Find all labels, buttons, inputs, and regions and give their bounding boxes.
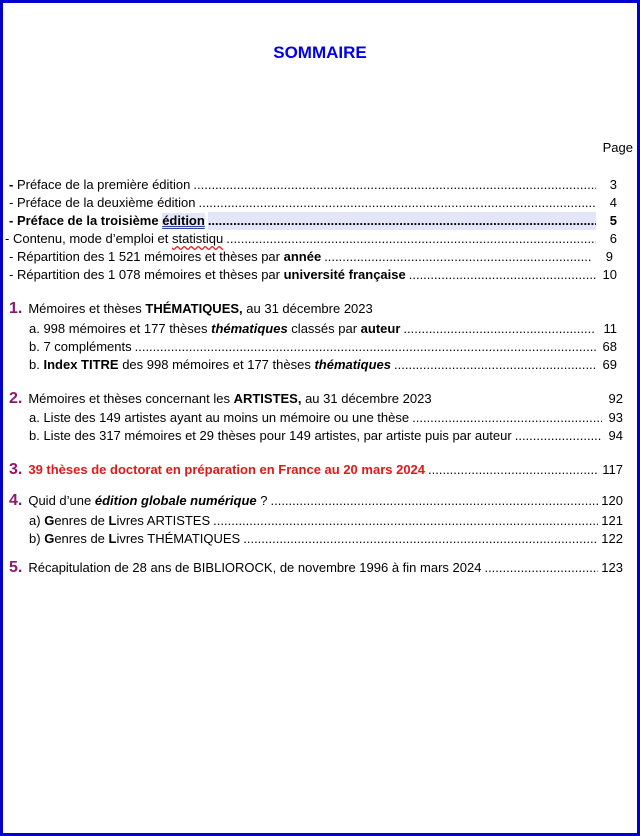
toc-page-number: 121 — [601, 513, 623, 528]
toc-entry-label: b. Index TITRE des 998 mémoires et 177 thèses thématiques — [29, 357, 392, 372]
toc-entry-label: - Préface de la troisième édition — [9, 213, 205, 228]
leader-dots — [198, 194, 596, 212]
section-number: 2. — [9, 390, 23, 407]
toc-page-number: 4 — [609, 195, 617, 210]
toc-entry-label: 3. 39 thèses de doctorat en préparation en France au 20 mars 2024 — [9, 461, 426, 478]
leader-dots — [412, 409, 602, 427]
leader-dots — [243, 530, 598, 548]
toc-entry-label: - Répartition des 1 521 mémoires et thèses par année — [9, 249, 322, 264]
leader-dots — [226, 230, 596, 248]
toc-entry-label: b) Genres de Livres THÉMATIQUES — [29, 531, 241, 546]
toc-page-number: 3 — [609, 177, 617, 192]
toc-row-4a[interactable] — [29, 512, 623, 530]
toc-entry-label: 4. Quid d’une édition globale numérique ? — [9, 492, 268, 509]
toc-entry-label: b. Liste des 317 mémoires et 29 thèses pour 149 artistes, par artiste puis par auteur — [29, 428, 512, 443]
toc-page-number: 117 — [602, 462, 623, 477]
toc-page-number: 10 — [602, 267, 617, 282]
leader-dots — [394, 356, 596, 374]
toc-page-number: 9 — [605, 249, 613, 264]
toc-entry-label: a. 998 mémoires et 177 thèses thématiques classés par auteur — [29, 321, 401, 336]
toc-entry-label: a) Genres de Livres ARTISTES — [29, 513, 211, 528]
toc-entry-label: - Répartition des 1 078 mémoires et thèses par université française — [9, 267, 406, 282]
leader-dots — [515, 427, 602, 445]
toc-row-preface-2[interactable] — [9, 194, 617, 212]
toc-section-3[interactable] — [9, 461, 623, 481]
toc-page-number: 123 — [601, 560, 623, 575]
leader-dots — [270, 492, 598, 510]
leader-dots — [409, 266, 596, 284]
toc-row-2b[interactable] — [29, 427, 623, 445]
toc-page-number: 11 — [603, 321, 617, 336]
leader-dots — [403, 320, 596, 338]
toc-row-preface-3[interactable] — [9, 212, 617, 230]
leader-dots — [208, 212, 596, 230]
toc-entry-label: b. 7 compléments — [29, 339, 132, 354]
page-column-label: Page — [602, 140, 633, 155]
page-title: SOMMAIRE — [273, 43, 367, 62]
toc-row-1b[interactable] — [29, 338, 617, 356]
toc-page-number: 68 — [602, 339, 617, 354]
section-number: 3. — [9, 461, 23, 478]
leader-dots — [324, 248, 592, 266]
toc-entry-label: - Préface de la deuxième édition — [9, 195, 196, 210]
toc-row-1c[interactable] — [29, 356, 617, 374]
toc-page-number: 69 — [602, 357, 617, 372]
toc-entry-label: 2. Mémoires et thèses concernant les ARTISTES, au 31 décembre 2023 — [9, 390, 432, 407]
toc-entry-label: a. Liste des 149 artistes ayant au moins un mémoire ou une thèse — [29, 410, 410, 425]
toc-page-number: 6 — [609, 231, 617, 246]
toc-row-preface-6[interactable] — [9, 266, 617, 284]
toc-page-number: 93 — [608, 410, 623, 425]
toc-row-preface-5[interactable] — [9, 248, 613, 266]
toc-section-1[interactable] — [9, 300, 617, 320]
toc-entry-label: 5. Récapitulation de 28 ans de BIBLIOROCK, de novembre 1996 à fin mars 2024 — [9, 559, 482, 576]
toc-entry-label: - Contenu, mode d’emploi et statistiqu — [5, 231, 224, 246]
leader-dots — [484, 559, 598, 577]
toc-entry-label: - Préface de la première édition — [9, 177, 191, 192]
toc-page-number: 92 — [608, 391, 623, 406]
toc-page-number: 120 — [601, 493, 623, 508]
leader-dots — [428, 461, 599, 479]
toc-row-4b[interactable] — [29, 530, 623, 548]
toc-row-preface-1[interactable] — [9, 176, 617, 194]
section-number: 5. — [9, 559, 23, 576]
toc-entry-label: 1. Mémoires et thèses THÉMATIQUES, au 31 décembre 2023 — [9, 300, 373, 317]
toc-page-number: 122 — [601, 531, 623, 546]
toc-section-5[interactable] — [9, 559, 623, 579]
toc-page-number: 94 — [608, 428, 623, 443]
section-number: 4. — [9, 492, 23, 509]
toc-row-1a[interactable] — [29, 320, 617, 338]
toc-page-number: 5 — [609, 213, 617, 228]
toc-section-4[interactable] — [9, 492, 623, 512]
toc-row-2a[interactable] — [29, 409, 623, 427]
leader-dots — [135, 338, 596, 356]
leader-dots — [213, 512, 598, 530]
toc-row-preface-4[interactable] — [5, 230, 617, 248]
leader-dots — [193, 176, 596, 194]
toc-section-2[interactable] — [9, 390, 623, 410]
section-number: 1. — [9, 300, 23, 317]
